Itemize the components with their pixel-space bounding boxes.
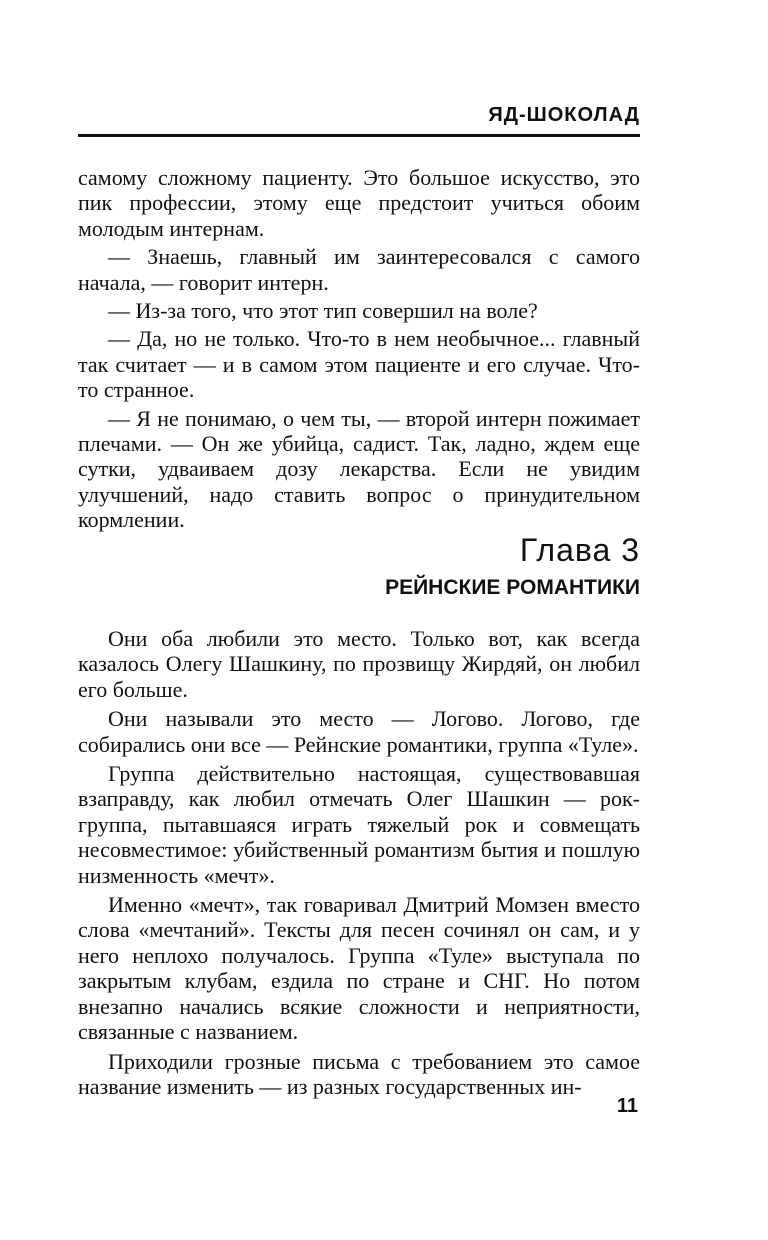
paragraph: Они оба любили это место. Только вот, как всегда казалось Олегу Шашкину, по прозвищу Жирдяй, он любил его больше. <box>78 626 640 702</box>
page-number: 11 <box>616 1095 638 1117</box>
chapter-title: РЕЙНСКИЕ РОМАНТИКИ <box>385 576 640 599</box>
dialog-line: — Я не понимаю, о чем ты, — второй интерн пожимает плечами. — Он же убийца, садист. Так, ладно, ждем еще сутки, удваиваем дозу лекарства. Если не увидим улучшений, надо ставить вопрос о принудительном кормлении. <box>78 405 640 533</box>
dialog-line: — Знаешь, главный им заинтересовался с самого начала, — говорит интерн. <box>78 244 640 295</box>
running-head: ЯД-ШОКОЛАД <box>488 104 640 126</box>
text-block-chapter <box>78 622 640 1099</box>
paragraph: Именно «мечт», так говаривал Дмитрий Момзен вместо слова «мечтаний». Тексты для песен сочинял он сам, и у него неплохо получалось. Группа «Туле» выступала по закрытым клубам, ездила по стране и СНГ. Но потом внезапно начались всякие сложности и неприятности, связанные с названием. <box>78 892 640 1045</box>
dialog-line: — Из-за того, что этот тип совершил на воле? <box>108 298 538 324</box>
paragraph: Группа действительно настоящая, существовавшая взаправду, как любил отмечать Олег Шашкин — рок-группа, пытавшаяся играть тяжелый рок и совмещать несовместимое: убийственный романтизм бытия и пошлую низменность «мечт». <box>78 761 640 888</box>
header-rule <box>78 134 640 137</box>
paragraph: Приходили грозные письма с требованием это самое название изменить — из разных государственных ин- <box>78 1048 640 1099</box>
paragraph: Они называли это место — Логово. Логово, где собирались они все — Рейнские романтики, группа «Туле». <box>78 706 640 757</box>
text-block-before-chapter <box>78 165 640 533</box>
paragraph: самому сложному пациенту. Это большое искусство, это пик профессии, этому еще предстоит учиться обоим молодым интернам. <box>78 165 640 241</box>
dialog-line: — Да, но не только. Что-то в нем необычное... главный так считает — и в самом этом пациенте и его случае. Что-то странное. <box>78 326 640 403</box>
chapter-number: Глава 3 <box>519 532 640 568</box>
